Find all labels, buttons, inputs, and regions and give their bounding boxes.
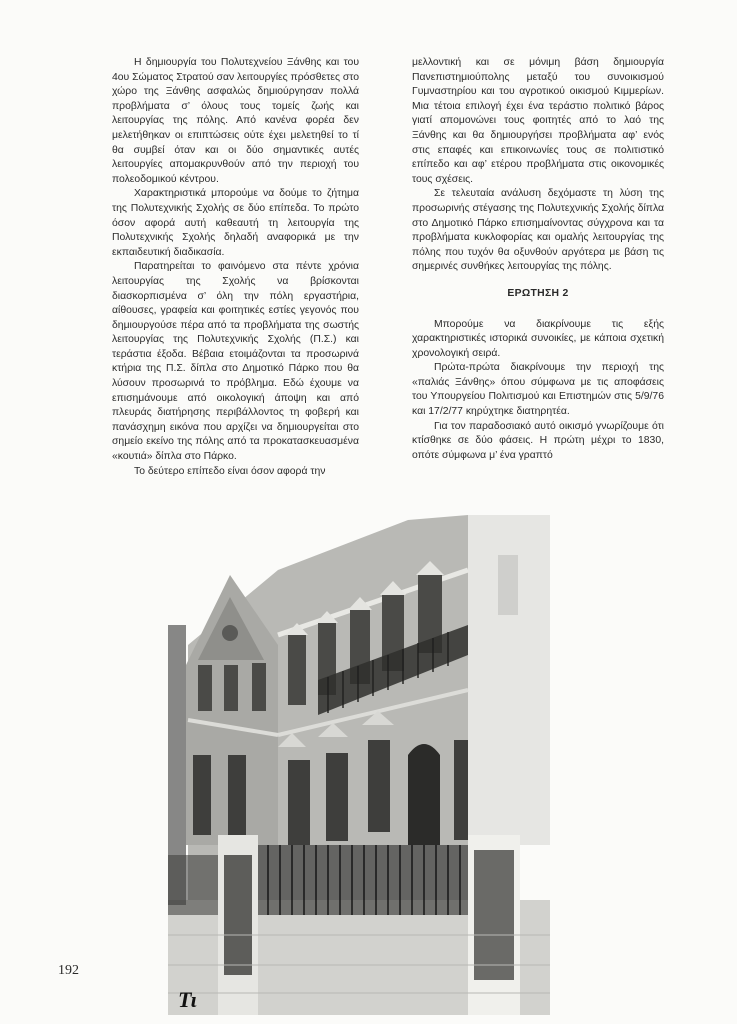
right-text-column [412, 56, 664, 463]
paragraph-continuation: μελλοντική και σε μόνιμη βάση δημιουργία Πανεπιστημιούπολης μεταξύ του συνοικισμού Γυμναστηρίου και του αγροτικού οικισμού Κιμμερίων. Μια τέτοια επιλογή έχει ένα τεράστιο πολιτικό βάρος γιατί απομονώνει τους φοιτητές από το λαό της Ξάνθης και θα δημιουργήσει προβλήματα αφ’ ενός στις επαφές και επικοινωνίες τους σε πολιτιστικό επίπεδο και αφ’ ετέρου προβλήματα στις οικονομικές τους σχέσεις. [412, 57, 664, 185]
paragraph: Πρώτα-πρώτα διακρίνουμε την περιοχή της «παλιάς Ξάνθης» όπου σύμφωνα με τις αποφάσεις του Υπουργείου Πολιτισμού και Επιστημών στις 5/9/76 και 17/2/77 κηρύχτηκε διατηρητέα. [412, 362, 664, 418]
paragraph: Παρατηρείται το φαινόμενο στα πέντε χρόνια λειτουργίας της Σχολής να βρίσκονται διασκορπισμένα σ’ όλη την πόλη εργαστήρια, αίθουσες, γραφεία και φοιτητικές εστίες γεγονός που δημιουργούσε πέρα από τα προβλήματα της σωστής λειτουργίας της Πολυτεχνικής Σχολής (Π.Σ.) και τεράστια έξοδα. Βέβαια ετοιμάζονται τα προσωρινά κτήρια της Π.Σ. δίπλα στο Δημοτικό Πάρκο που θα λύσουν προσωρινά το πρόβλημα. Εδώ έχουμε να επισημάνουμε από οικολογική άποψη και από πλευράς διατήρησης περιβάλλοντος τη φοβερή και πανάσχημη εικόνα που αρχίζει να δημιουργείται στο σημείο εκείνο της πόλης από τα προκατασκευασμένα «κουτιά» δίπλα στο Πάρκο. [112, 261, 359, 463]
building-photo [168, 515, 550, 1015]
section-heading: ΕΡΩΤΗΣΗ 2 [507, 287, 569, 299]
left-text-column [112, 56, 359, 479]
paragraph: Η δημιουργία του Πολυτεχνείου Ξάνθης και του 4ου Σώματος Στρατού σαν λειτουργίες πρόσθετες στο χώρο της Ξάνθης ασφαλώς δημιούργησαν πολλά προβλήματα σ’ όλους τους τομείς ζωής και λειτουργίας της πόλης. Από κανένα φορέα δεν μελετήθηκαν οι επιπτώσεις ούτε έχει μελετηθεί το τί θα συμβεί όταν και οι δύο σημαντικές αυτές λειτουργίες απομακρυνθούν από την περιοχή του πολεοδομικού κέντρου. [112, 57, 359, 185]
paragraph: Για τον παραδοσιακό αυτό οικισμό γνωρίζουμε ότι κτίσθηκε σε δύο φάσεις. Η πρώτη μέχρι το 1830, οπότε σύμφωνα μ’ ένα γραπτό [412, 420, 664, 461]
photo-signature: Τι [178, 987, 197, 1012]
paragraph: Σε τελευταία ανάλυση δεχόμαστε τη λύση της προσωρινής στέγασης της Πολυτεχνικής Σχολής δίπλα στο Δημοτικό Πάρκο επισημαίνοντας σύγχρονα και τα προβλήματα κυκλοφορίας και ομαλής λειτουργίας της πόλης που τυχόν θα οξυνθούν αργότερα με βάση τις σημερινές συνθήκες λειτουργίας της πόλης. [412, 188, 664, 273]
page-number: 192 [58, 963, 79, 978]
paragraph: Χαρακτηριστικά μπορούμε να δούμε το ζήτημα της Πολυτεχνικής Σχολής σε δύο επίπεδα. Το πρώτο όσον αφορά αυτή καθεαυτή τη λειτουργία της Πολυτεχνικής Σχολής δηλαδή αναφορικά με την εκπαιδευτική διαδικασία. [112, 188, 359, 258]
paragraph: Μπορούμε να διακρίνουμε τις εξής χαρακτηριστικές ιστορικά συνοικίες, με κάποια σχετική χρονολογική σειρά. [412, 318, 664, 359]
paragraph: Το δεύτερο επίπεδο είναι όσον αφορά την [134, 465, 326, 477]
